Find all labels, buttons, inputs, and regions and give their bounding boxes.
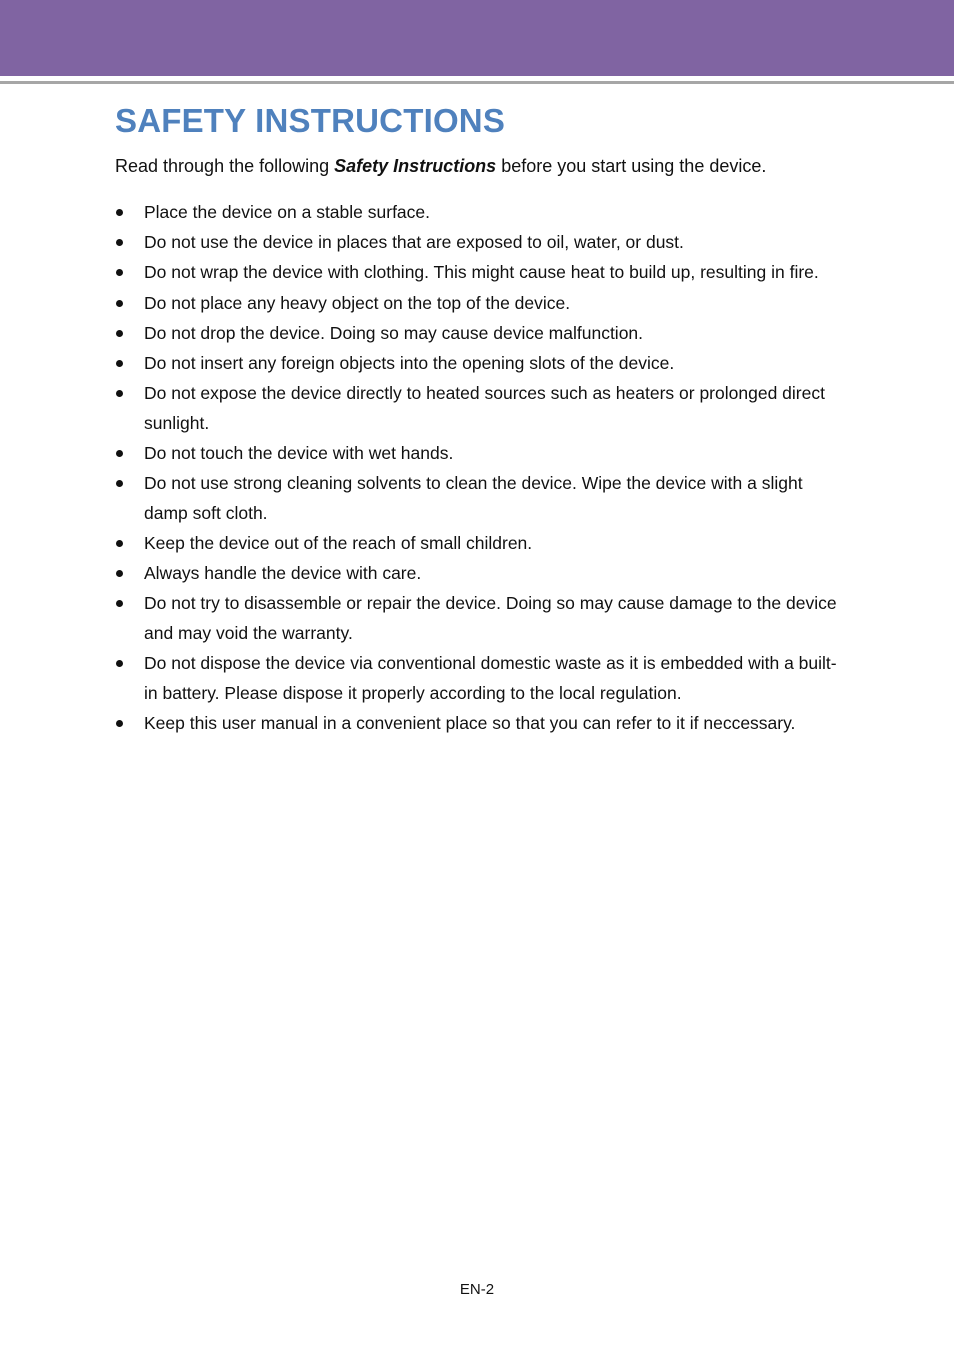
list-item-text: Do not use strong cleaning solvents to clean the device. Wipe the device with a slight damp soft cloth. <box>144 473 803 523</box>
intro-emphasis: Safety Instructions <box>334 156 497 176</box>
list-item <box>115 469 845 528</box>
list-item-text: Keep this user manual in a convenient place so that you can refer to it if neccessary. <box>144 712 796 733</box>
header-band <box>0 0 954 76</box>
list-item <box>115 349 845 379</box>
intro-text-after: before you start using the device. <box>496 156 767 176</box>
list-item <box>115 649 845 708</box>
list-item <box>115 439 845 469</box>
safety-instructions-list <box>115 198 845 739</box>
list-item-text: Do not drop the device. Doing so may cause device malfunction. <box>144 322 644 343</box>
list-item-text: Do not touch the device with wet hands. <box>144 442 454 463</box>
page-title: SAFETY INSTRUCTIONS <box>115 102 506 139</box>
list-item <box>115 529 845 559</box>
list-item <box>115 709 845 739</box>
page-number: EN-2 <box>459 1281 495 1298</box>
list-item-text: Do not use the device in places that are exposed to oil, water, or dust. <box>144 232 684 253</box>
bullet-icon <box>116 480 123 487</box>
header-rule <box>0 81 954 84</box>
bullet-icon <box>116 570 123 577</box>
bullet-icon <box>116 269 123 276</box>
list-item <box>115 319 845 349</box>
bullet-icon <box>116 720 123 727</box>
list-item <box>115 289 845 319</box>
bullet-icon <box>116 209 123 216</box>
list-item-text: Keep the device out of the reach of small children. <box>144 532 533 553</box>
bullet-icon <box>116 300 123 307</box>
bullet-icon <box>116 600 123 607</box>
bullet-icon <box>116 360 123 367</box>
list-item-text: Do not wrap the device with clothing. This might cause heat to build up, resulting in fire. <box>144 262 819 283</box>
bullet-icon <box>116 660 123 667</box>
bullet-icon <box>116 390 123 397</box>
list-item <box>115 228 845 258</box>
bullet-icon <box>116 540 123 547</box>
list-item-text: Do not expose the device directly to heated sources such as heaters or prolonged direct sunlight. <box>144 383 825 433</box>
intro-paragraph <box>115 152 855 180</box>
list-item <box>115 198 845 228</box>
list-item-text: Always handle the device with care. <box>144 563 422 584</box>
list-item-text: Place the device on a stable surface. <box>144 202 431 222</box>
list-item-text: Do not dispose the device via conventional domestic waste as it is embedded with a built-in battery. Please dispose it properly according to the local regulation. <box>144 653 837 703</box>
list-item <box>115 379 845 438</box>
list-item <box>115 559 845 589</box>
list-item-text: Do not try to disassemble or repair the device. Doing so may cause damage to the device and may void the warranty. <box>144 593 837 643</box>
list-item <box>115 589 845 648</box>
bullet-icon <box>116 450 123 457</box>
list-item <box>115 258 845 288</box>
list-item-text: Do not place any heavy object on the top of the device. <box>144 292 571 313</box>
list-item-text: Do not insert any foreign objects into the opening slots of the device. <box>144 352 675 373</box>
intro-text-before: Read through the following <box>115 156 335 176</box>
bullet-icon <box>116 239 123 246</box>
bullet-icon <box>116 330 123 337</box>
